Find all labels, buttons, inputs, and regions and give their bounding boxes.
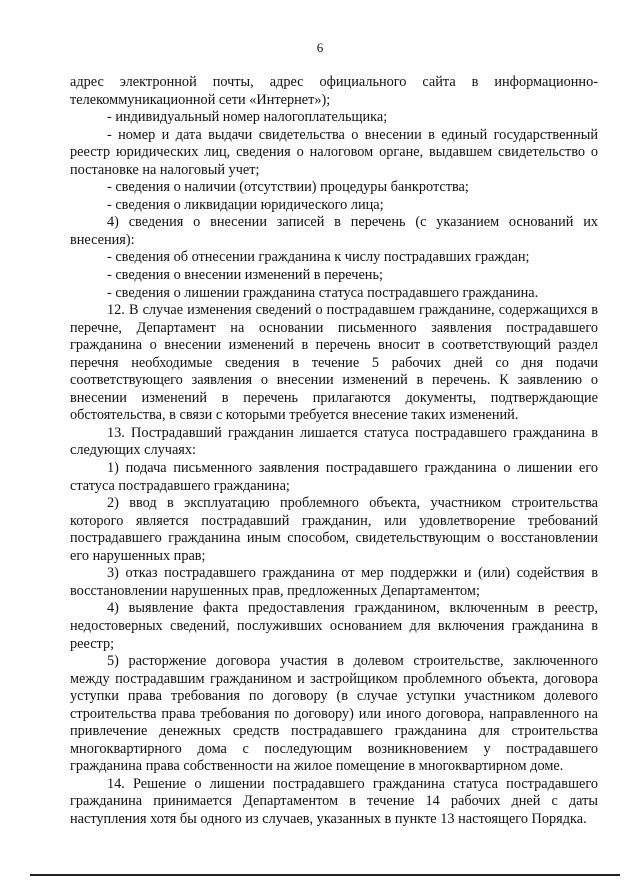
paragraph-clause-13-item-1: 1) подача письменного заявления пострадавшего гражданина о лишении его статуса пострадавшего гражданина; (70, 460, 598, 494)
paragraph-item-4: 4) сведения о внесении записей в перечень (с указанием оснований их внесения): (70, 214, 598, 248)
paragraph-bankruptcy: - сведения о наличии (отсутствии) процедуры банкротства; (107, 179, 469, 196)
paragraph-clause-12: 12. В случае изменения сведений о пострадавшем гражданине, содержащихся в перечне, Департамент на основании письменного заявления пострадавшего гражданина о внесении изменений в перечень вносит в соответствующий раздел перечня необходимые сведения в течение 5 рабочих дней со дня подачи соответствующего заявления о внесении изменений в перечень. К заявлению о внесении изменений в перечень прилагаются документы, подтверждающие обстоятельства, в связи с которыми требуется внесение таких изменений. (70, 302, 598, 424)
document-body (70, 74, 598, 829)
paragraph-liquidation: - сведения о ликвидации юридического лица; (107, 196, 384, 213)
paragraph-status-deprivation: - сведения о лишении гражданина статуса пострадавшего гражданина. (107, 284, 539, 301)
paragraph-registry-certificate: - номер и дата выдачи свидетельства о внесении в единый государственный реестр юридических лиц, сведения о налоговом органе, выдавшем свидетельство о постановке на налоговый учет; (70, 126, 598, 178)
paragraph-clause-13-item-2: 2) ввод в эксплуатацию проблемного объекта, участником строительства которого является пострадавший гражданин, или удовлетворение требований пострадавшего гражданина иным способом, свидетельствующим о восстановлении его нарушенных прав; (70, 495, 598, 564)
paragraph-victim-assignment: - сведения об отнесении гражданина к числу пострадавших граждан; (107, 249, 530, 266)
paragraph-clause-13-item-5: 5) расторжение договора участия в долевом строительстве, заключенного между пострадавшим гражданином и застройщиком проблемного объекта, договора уступки права требования по договору (в случае уступки участником долевого строительства права требования по договору) или иного договора, направленного на привлечение денежных средств пострадавшего гражданина для строительства многоквартирного дома с последующим возникновением у пострадавшего гражданина права собственности на жилое помещение в многоквартирном доме. (70, 653, 598, 775)
paragraph-taxpayer-number: - индивидуальный номер налогоплательщика; (107, 109, 388, 126)
paragraph-clause-13-item-3: 3) отказ пострадавшего гражданина от мер поддержки и (или) содействия в восстановлении нарушенных прав, предложенных Департаментом; (70, 565, 598, 599)
paragraph-clause-13-item-4: 4) выявление факта предоставления гражданином, включенным в реестр, недостоверных сведений, послуживших основанием для включения гражданина в реестр; (70, 600, 598, 652)
paragraph-clause-13: 13. Пострадавший гражданин лишается статуса пострадавшего гражданина в следующих случаях: (70, 424, 598, 459)
paragraph-clause-14: 14. Решение о лишении пострадавшего гражданина статуса пострадавшего гражданина принимается Департаментом в течение 14 рабочих дней с даты наступления хотя бы одного из случаев, указанных в пункте 13 настоящего Порядка. (70, 775, 598, 827)
page-number: 6 (316, 40, 324, 55)
bottom-rule (30, 874, 620, 876)
paragraph-contact-continuation: адрес электронной почты, адрес официального сайта в информационно-телекоммуникационной сети «Интернет»); (70, 74, 598, 108)
paragraph-list-changes: - сведения о внесении изменений в перечень; (107, 267, 383, 284)
